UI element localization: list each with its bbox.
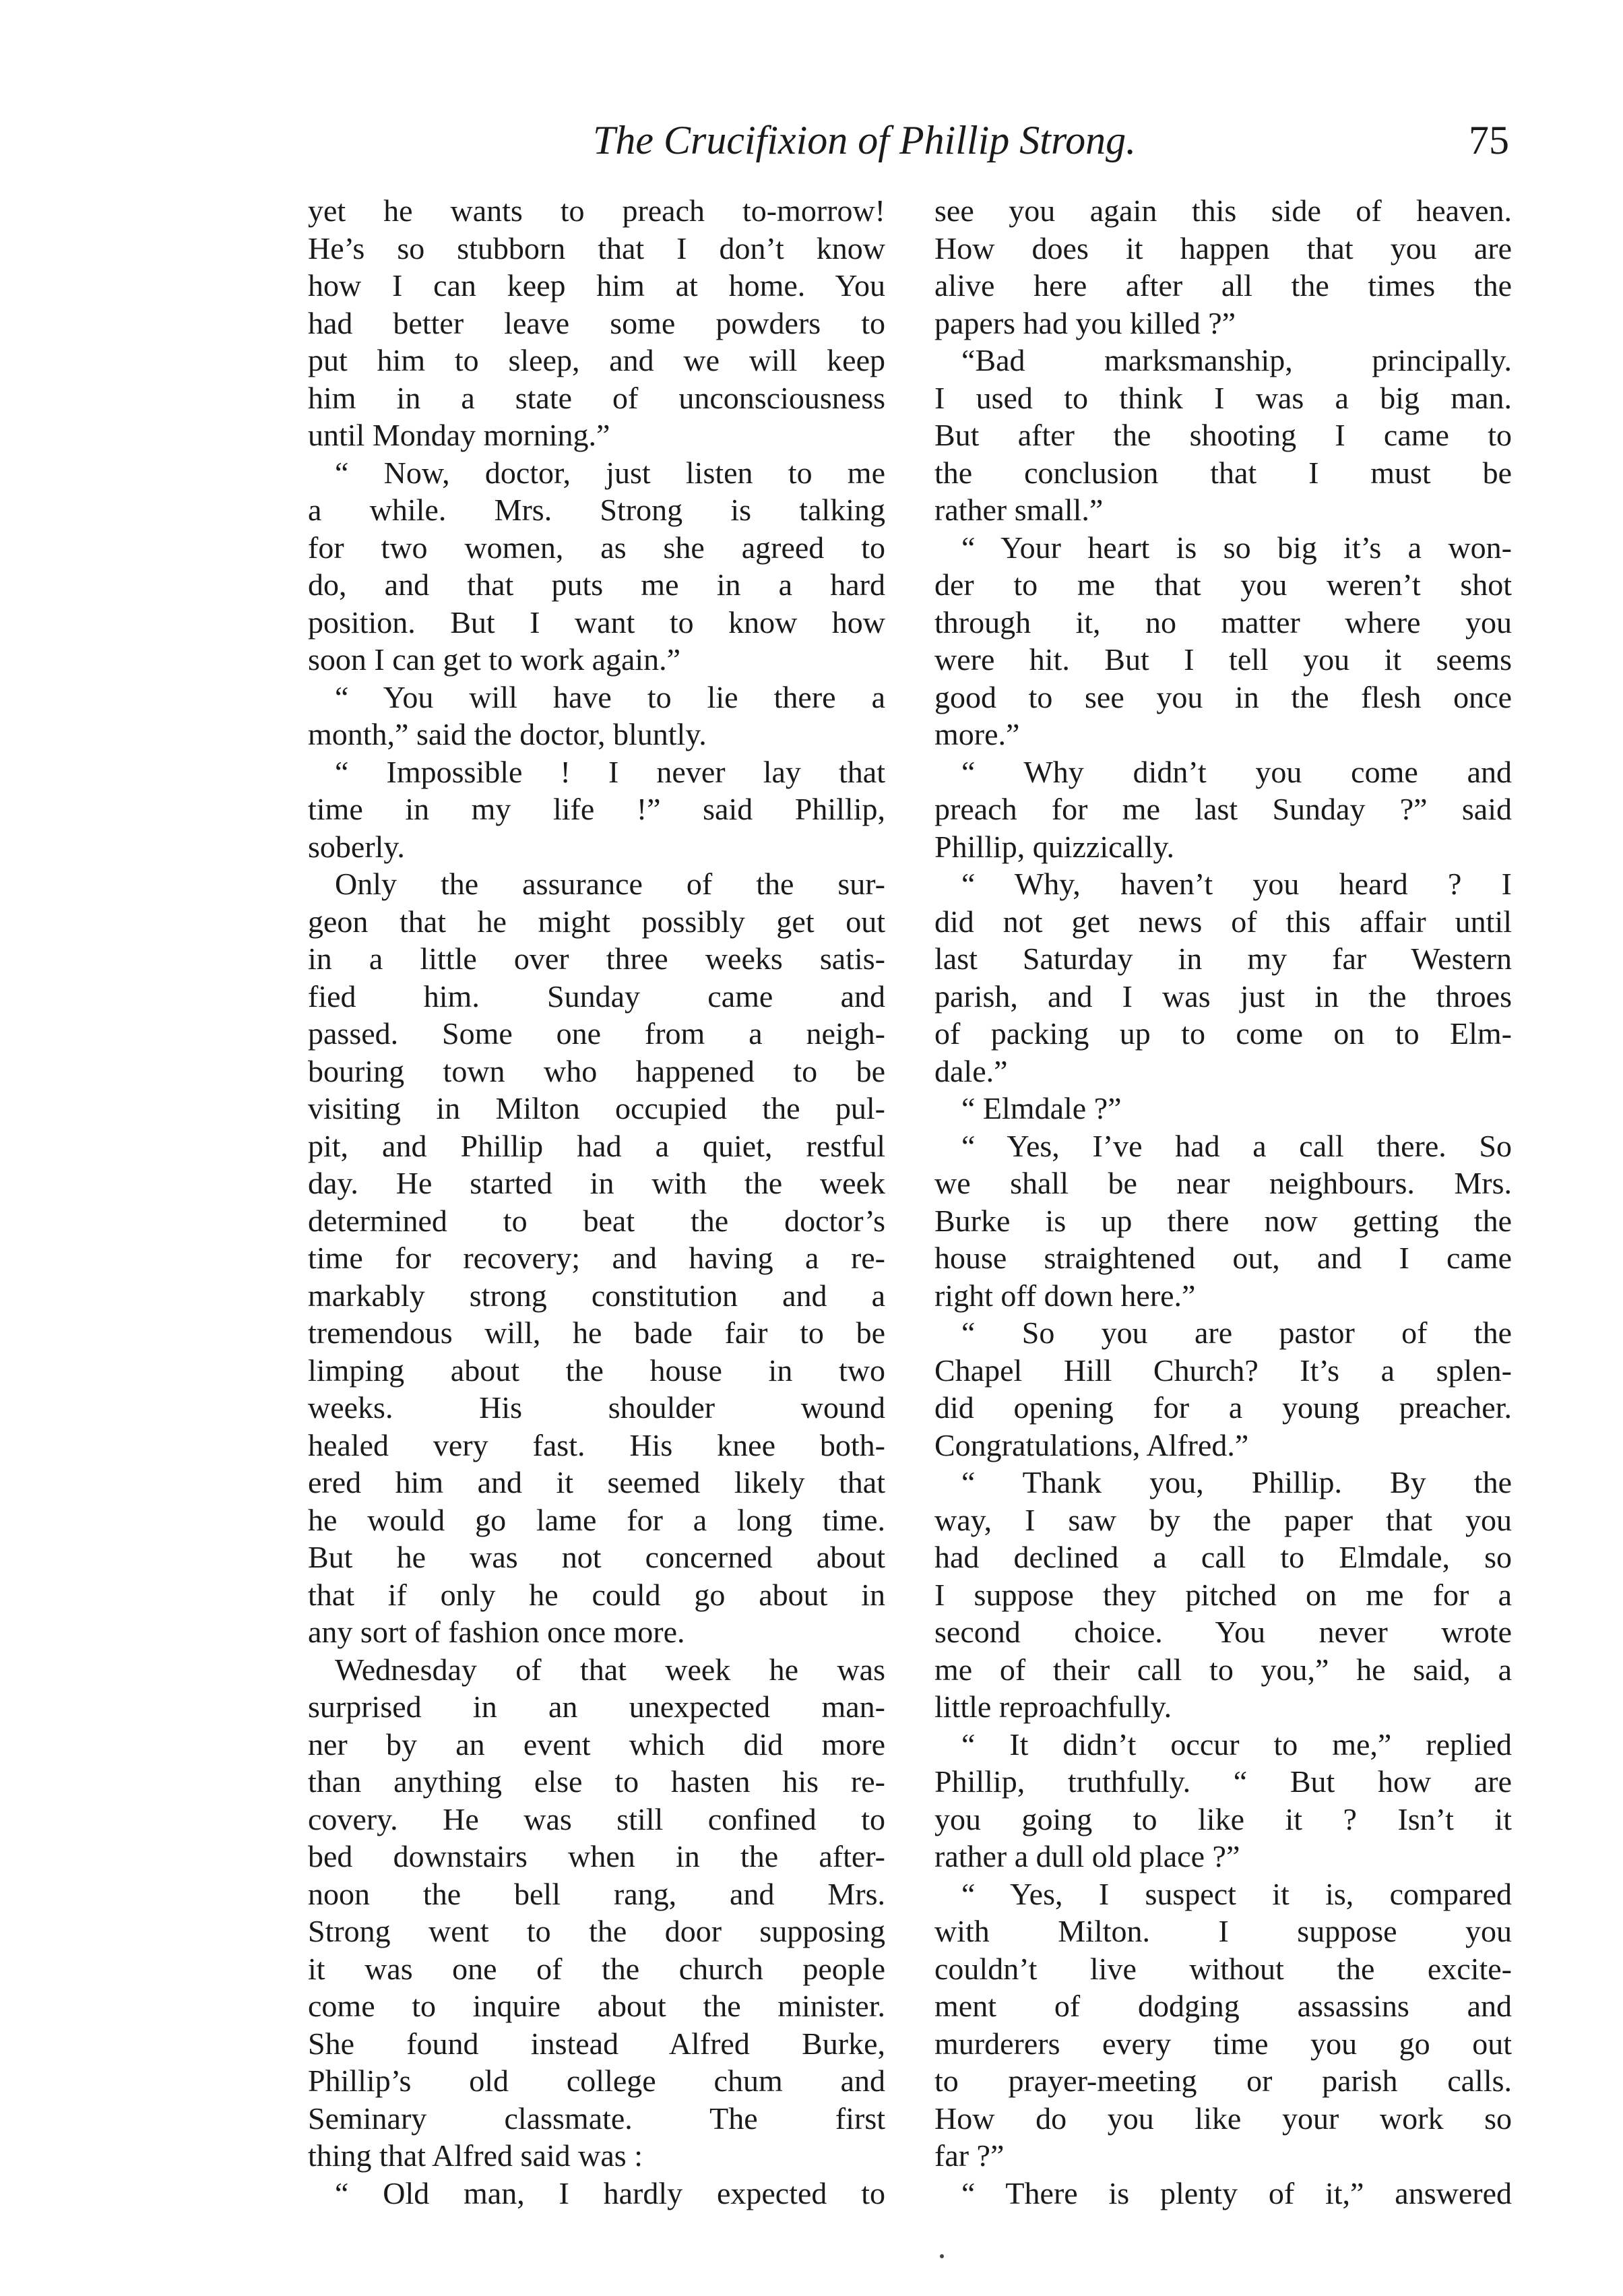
text-line: rather a dull old place ?” bbox=[934, 1839, 1240, 1873]
text-line: Phillip, quizzically. bbox=[934, 829, 1175, 864]
text-line: But he was not concerned about bbox=[308, 1540, 885, 1574]
text-line: covery. He was still confined to bbox=[308, 1801, 885, 1836]
page-number: 75 bbox=[1469, 118, 1509, 162]
text-line: bouring town who happened to be bbox=[308, 1053, 885, 1088]
text-line: soberly. bbox=[308, 829, 405, 864]
text-line: noon the bell rang, and Mrs. bbox=[308, 1876, 885, 1911]
text-line: little reproachfully. bbox=[934, 1689, 1172, 1724]
text-line: Burke is up there now getting the bbox=[934, 1203, 1512, 1238]
text-line: see you again this side of heaven. bbox=[934, 193, 1512, 228]
text-line: had better leave some powders to bbox=[308, 305, 885, 340]
text-line: we shall be near neighbours. Mrs. bbox=[934, 1166, 1512, 1200]
text-line: in a little over three weeks satis- bbox=[308, 941, 885, 976]
text-line: far ?” bbox=[934, 2138, 1005, 2173]
text-line: with Milton. I suppose you bbox=[934, 1914, 1512, 1948]
text-line: did opening for a young preacher. bbox=[934, 1390, 1512, 1425]
text-line: do, and that puts me in a hard bbox=[308, 567, 885, 602]
text-line: me of their call to you,” he said, a bbox=[934, 1652, 1512, 1687]
text-line: surprised in an unexpected man- bbox=[308, 1689, 885, 1724]
text-line: put him to sleep, and we will keep bbox=[308, 343, 885, 377]
text-line: until Monday morning.” bbox=[308, 418, 610, 452]
text-line: month,” said the doctor, bluntly. bbox=[308, 717, 707, 751]
text-line: “ Now, doctor, just listen to me bbox=[335, 455, 885, 490]
text-line: pit, and Phillip had a quiet, restful bbox=[308, 1128, 885, 1163]
text-line: ment of dodging assassins and bbox=[934, 1989, 1512, 2023]
text-line: come to inquire about the minister. bbox=[308, 1989, 885, 2023]
text-line: Only the assurance of the sur- bbox=[335, 867, 885, 901]
text-line: determined to beat the doctor’s bbox=[308, 1203, 885, 1238]
text-line: der to me that you weren’t shot bbox=[934, 567, 1512, 602]
text-line: “ Your heart is so big it’s a won- bbox=[961, 530, 1512, 565]
text-line: more.” bbox=[934, 717, 1020, 751]
text-line: you going to like it ? Isn’t it bbox=[934, 1801, 1512, 1836]
text-line: Congratulations, Alfred.” bbox=[934, 1427, 1249, 1462]
text-line: way, I saw by the paper that you bbox=[934, 1502, 1512, 1537]
text-line: markably strong constitution and a bbox=[308, 1278, 885, 1313]
running-title: The Crucifixion of Phillip Strong. bbox=[593, 118, 1137, 162]
text-line: “ There is plenty of it,” answered bbox=[961, 2175, 1512, 2210]
text-line: “ Old man, I hardly expected to bbox=[335, 2175, 885, 2210]
text-line: any sort of fashion once more. bbox=[308, 1615, 685, 1649]
text-line: “ Why didn’t you come and bbox=[961, 754, 1512, 789]
print-speck bbox=[940, 2254, 944, 2258]
text-line: weeks. His shoulder wound bbox=[308, 1390, 885, 1425]
text-line: Phillip, truthfully. “ But how are bbox=[934, 1764, 1512, 1799]
text-line: to prayer-meeting or parish calls. bbox=[934, 2064, 1512, 2098]
text-line: couldn’t live without the excite- bbox=[934, 1951, 1512, 1986]
text-line: “ It didn’t occur to me,” replied bbox=[961, 1727, 1512, 1762]
text-line: ner by an event which did more bbox=[308, 1727, 885, 1762]
text-line: through it, no matter where you bbox=[934, 604, 1512, 640]
text-line: “ Why, haven’t you heard ? I bbox=[961, 867, 1512, 901]
text-line: ered him and it seemed likely that bbox=[308, 1465, 885, 1499]
text-line: tremendous will, he bade fair to be bbox=[308, 1315, 885, 1350]
text-line: “ You will have to lie there a bbox=[335, 679, 885, 714]
text-line: Phillip’s old college chum and bbox=[308, 2064, 885, 2098]
text-line: the conclusion that I must be bbox=[934, 455, 1512, 490]
text-line: parish, and I was just in the throes bbox=[934, 979, 1512, 1014]
text-line: it was one of the church people bbox=[308, 1951, 885, 1986]
text-line: were hit. But I tell you it seems bbox=[934, 642, 1512, 677]
text-line: a while. Mrs. Strong is talking bbox=[308, 493, 885, 527]
text-line: rather small.” bbox=[934, 493, 1104, 527]
text-line: house straightened out, and I came bbox=[934, 1241, 1512, 1275]
text-line: healed very fast. His knee both- bbox=[308, 1427, 885, 1462]
text-line: Chapel Hill Church? It’s a splen- bbox=[934, 1353, 1512, 1388]
text-line: “ So you are pastor of the bbox=[961, 1315, 1512, 1350]
text-line: him in a state of unconsciousness bbox=[308, 380, 885, 415]
text-line: I suppose they pitched on me for a bbox=[934, 1577, 1512, 1612]
text-line: position. But I want to know how bbox=[308, 604, 885, 640]
text-line: “Bad marksmanship, principally. bbox=[961, 343, 1512, 377]
text-line: “ Elmdale ?” bbox=[961, 1091, 1122, 1125]
text-line: visiting in Milton occupied the pul- bbox=[308, 1091, 885, 1125]
text-line: for two women, as she agreed to bbox=[308, 530, 885, 565]
left-text-column bbox=[308, 192, 885, 2212]
text-line: “ Thank you, Phillip. By the bbox=[961, 1465, 1512, 1499]
right-text-column bbox=[934, 192, 1512, 2212]
text-line: right off down here.” bbox=[934, 1278, 1196, 1313]
text-line: alive here after all the times the bbox=[934, 268, 1512, 303]
text-line: day. He started in with the week bbox=[308, 1166, 885, 1200]
text-line: dale.” bbox=[934, 1053, 1008, 1088]
text-line: How does it happen that you are bbox=[934, 230, 1512, 266]
text-line: How do you like your work so bbox=[934, 2101, 1512, 2136]
text-line: last Saturday in my far Western bbox=[934, 941, 1512, 976]
text-line: soon I can get to work again.” bbox=[308, 642, 681, 677]
text-line: papers had you killed ?” bbox=[934, 305, 1236, 340]
text-line: that if only he could go about in bbox=[308, 1577, 885, 1612]
text-line: preach for me last Sunday ?” said bbox=[934, 792, 1512, 826]
text-line: “ Yes, I’ve had a call there. So bbox=[961, 1128, 1512, 1163]
text-line: how I can keep him at home. You bbox=[308, 268, 885, 303]
text-line: fied him. Sunday came and bbox=[308, 979, 885, 1014]
text-line: She found instead Alfred Burke, bbox=[308, 2026, 885, 2061]
text-line: good to see you in the flesh once bbox=[934, 679, 1512, 714]
text-line: second choice. You never wrote bbox=[934, 1615, 1512, 1649]
text-line: had declined a call to Elmdale, so bbox=[934, 1540, 1512, 1574]
text-line: I used to think I was a big man. bbox=[934, 380, 1512, 415]
text-line: He’s so stubborn that I don’t know bbox=[308, 230, 885, 266]
text-line: of packing up to come on to Elm- bbox=[934, 1016, 1512, 1051]
text-line: bed downstairs when in the after- bbox=[308, 1839, 885, 1873]
text-line: “ Impossible ! I never lay that bbox=[335, 754, 885, 789]
text-line: But after the shooting I came to bbox=[934, 418, 1512, 452]
text-line: murderers every time you go out bbox=[934, 2026, 1512, 2061]
text-line: Strong went to the door supposing bbox=[308, 1914, 885, 1948]
text-line: “ Yes, I suspect it is, compared bbox=[961, 1876, 1512, 1911]
text-line: thing that Alfred said was : bbox=[308, 2138, 643, 2173]
text-line: did not get news of this affair until bbox=[934, 904, 1512, 939]
text-line: time in my life !” said Phillip, bbox=[308, 792, 885, 826]
text-line: he would go lame for a long time. bbox=[308, 1502, 885, 1537]
text-line: yet he wants to preach to-morrow! bbox=[308, 193, 885, 228]
text-line: passed. Some one from a neigh- bbox=[308, 1016, 885, 1051]
text-line: geon that he might possibly get out bbox=[308, 904, 885, 939]
text-line: Seminary classmate. The first bbox=[308, 2101, 885, 2136]
text-line: than anything else to hasten his re- bbox=[308, 1764, 885, 1799]
text-line: Wednesday of that week he was bbox=[335, 1652, 885, 1687]
text-line: limping about the house in two bbox=[308, 1353, 885, 1388]
text-line: time for recovery; and having a re- bbox=[308, 1241, 885, 1275]
